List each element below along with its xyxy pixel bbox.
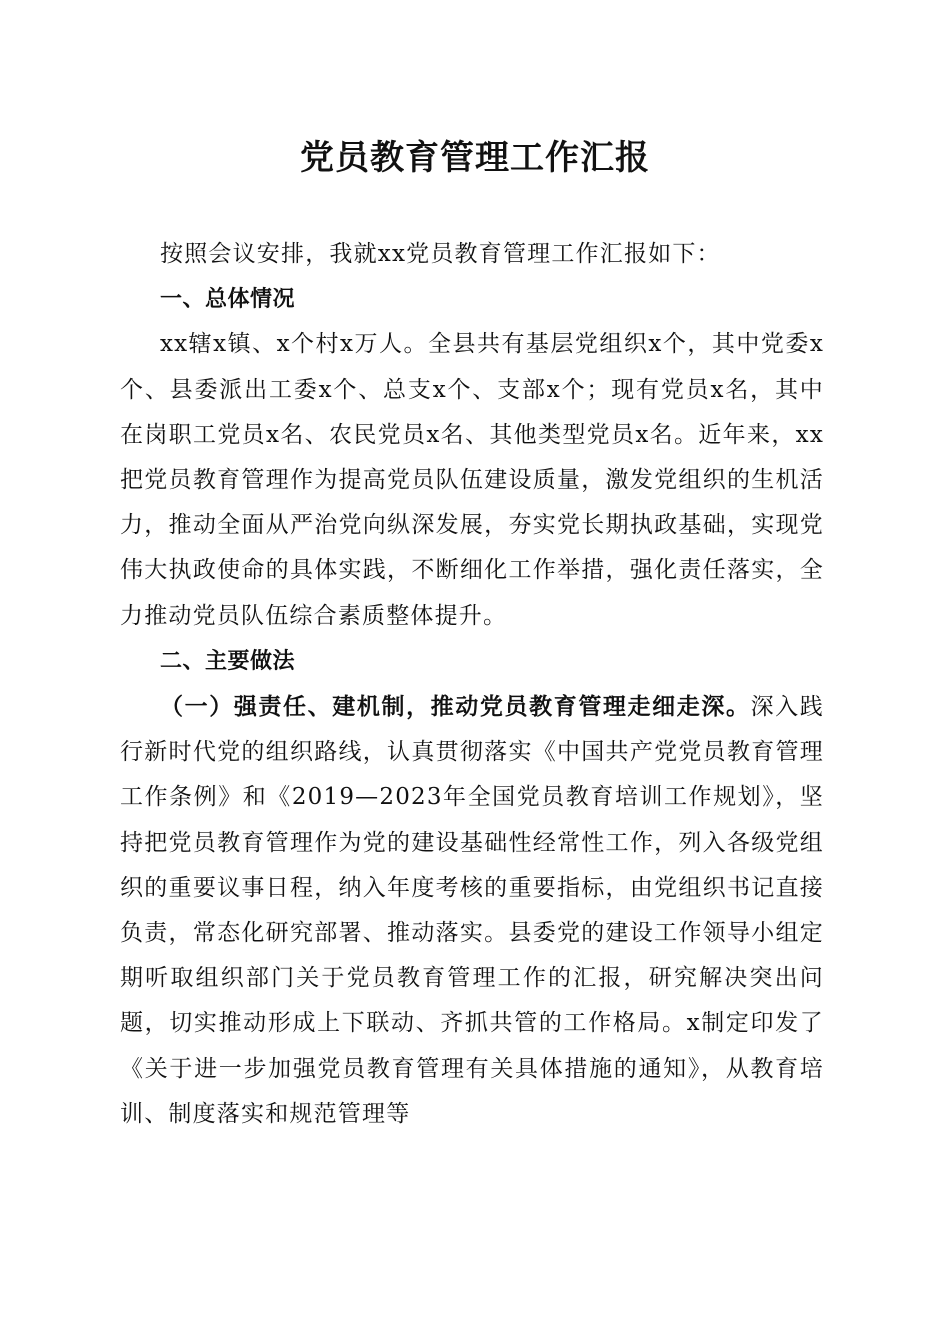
- section-heading-overview: 一、总体情况: [160, 287, 296, 313]
- section-heading-main-practices: 二、主要做法: [160, 648, 296, 674]
- overview-paragraph: xx辖x镇、x个村x万人。全县共有基层党组织x个，其中党委x个、县委派出工委x个、总支x个、支部x个；现有党员x名，其中在岗职工党员x名、农民党员x名、其他类型党员x名。近年来，xx把党员教育管理作为提高党员队伍建设质量，激发党组织的生机活力，推动全面从严治党向纵深发展，夯实党长期执政基础，实现党伟大执政使命的具体实践，不断细化工作举措，强化责任落实，全力推动党员队伍综合素质整体提升。: [120, 331, 824, 629]
- practice-1-body: 深入践行新时代党的组织路线，认真贯彻落实《中国共产党党员教育管理工作条例》和《2019—2023年全国党员教育培训工作规划》，坚持把党员教育管理作为党的建设基础性经常性工作，列入各级党组织的重要议事日程，纳入年度考核的重要指标，由党组织书记直接负责，常态化研究部署、推动落实。县委党的建设工作领导小组定期听取组织部门关于党员教育管理工作的汇报，研究解决突出问题，切实推动形成上下联动、齐抓共管的工作格局。x制定印发了《关于进一步加强党员教育管理有关具体措施的通知》，从教育培训、制度落实和规范管理等: [120, 694, 824, 1127]
- document-body: [120, 232, 824, 1137]
- practice-1-lead: （一）强责任、建机制，推动党员教育管理走细走深。: [160, 693, 751, 721]
- document-title: 党员教育管理工作汇报: [300, 138, 650, 178]
- practice-paragraph-1: [120, 684, 824, 1137]
- intro-paragraph: 按照会议安排，我就xx党员教育管理工作汇报如下：: [160, 241, 721, 267]
